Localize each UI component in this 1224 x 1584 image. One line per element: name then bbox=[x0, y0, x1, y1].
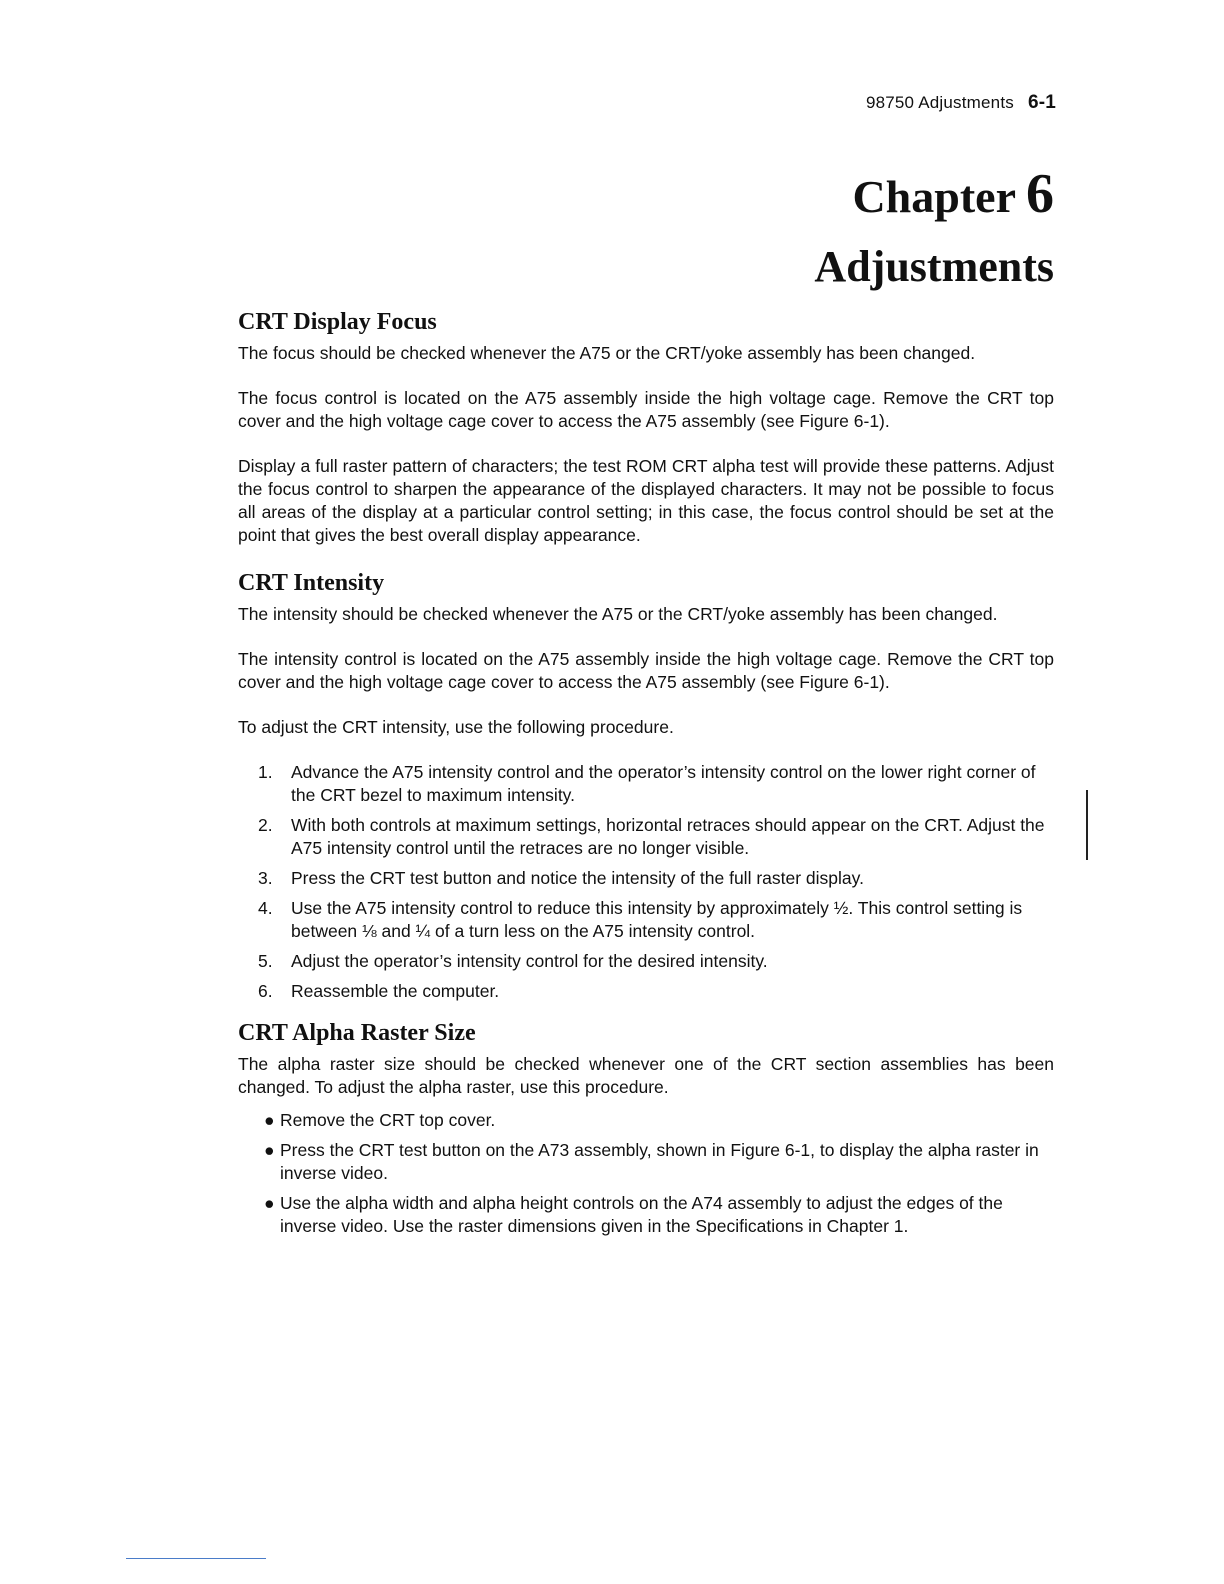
step-text: Adjust the operator’s intensity control for the desired intensity. bbox=[291, 951, 768, 971]
section-crt-intensity bbox=[238, 567, 1054, 1003]
section-heading: CRT Alpha Raster Size bbox=[238, 1020, 476, 1046]
procedure-step bbox=[238, 814, 1054, 860]
step-text: Reassemble the computer. bbox=[291, 981, 500, 1001]
paragraph: Display a full raster pattern of characters; the test ROM CRT alpha test will provide these patterns. Adjust the focus control to sharpen the appearance of the displayed characters. It may not be possible to focus all areas of the display at a particular control setting; in this case, the focus control should be set at the point that gives the best overall display appearance. bbox=[238, 456, 1054, 545]
step-number: 3. bbox=[258, 868, 273, 888]
bullet-text: Use the alpha width and alpha height controls on the A74 assembly to adjust the edges of the inverse video. Use the raster dimensions given in the Specifications in Chapter 1. bbox=[280, 1193, 1003, 1236]
procedure-step bbox=[238, 980, 1054, 1003]
paragraph: The focus control is located on the A75 assembly inside the high voltage cage. Remove the CRT top cover and the high voltage cage cover to access the A75 assembly (see Figure 6-1). bbox=[238, 388, 1054, 431]
chapter-number: 6 bbox=[1026, 163, 1054, 225]
bullet-text: Remove the CRT top cover. bbox=[280, 1110, 496, 1130]
page-number: 6-1 bbox=[1027, 92, 1056, 113]
step-text: Use the A75 intensity control to reduce this intensity by approximately ½. This control setting is between ⅛ and ¼ of a turn less on the A75 intensity control. bbox=[291, 898, 1023, 941]
step-text: Press the CRT test button and notice the intensity of the full raster display. bbox=[291, 868, 864, 888]
section-heading: CRT Intensity bbox=[238, 570, 385, 596]
paragraph: The focus should be checked whenever the A75 or the CRT/yoke assembly has been changed. bbox=[238, 343, 976, 363]
running-title: 98750 Adjustments bbox=[865, 93, 1014, 112]
chapter-title: Adjustments bbox=[814, 242, 1054, 291]
page-body bbox=[238, 306, 1054, 1245]
paragraph: To adjust the CRT intensity, use the following procedure. bbox=[238, 717, 674, 737]
bullet-item bbox=[238, 1139, 1054, 1185]
paragraph: The intensity should be checked whenever the A75 or the CRT/yoke assembly has been changed. bbox=[238, 604, 998, 624]
bullet-item bbox=[238, 1109, 1054, 1132]
footer-rule bbox=[126, 1558, 266, 1559]
paragraph: The intensity control is located on the A75 assembly inside the high voltage cage. Remove the CRT top cover and the high voltage cage cover to access the A75 assembly (see Figure 6-1). bbox=[238, 649, 1054, 692]
page-header bbox=[866, 92, 1056, 114]
procedure-step bbox=[238, 950, 1054, 973]
procedure-step bbox=[238, 867, 1054, 890]
revision-change-bar bbox=[1086, 790, 1088, 860]
bullet-item bbox=[238, 1192, 1054, 1238]
bullet-icon: ● bbox=[264, 1140, 275, 1160]
procedure-steps bbox=[238, 761, 1054, 1003]
bullet-text: Press the CRT test button on the A73 assembly, shown in Figure 6-1, to display the alpha raster in inverse video. bbox=[280, 1140, 1039, 1183]
raster-bullets bbox=[238, 1109, 1054, 1238]
step-number: 5. bbox=[258, 951, 273, 971]
procedure-step bbox=[238, 897, 1054, 943]
step-number: 6. bbox=[258, 981, 273, 1001]
section-crt-display-focus bbox=[238, 306, 1054, 547]
procedure-step bbox=[238, 761, 1054, 807]
step-text: With both controls at maximum settings, horizontal retraces should appear on the CRT. Adjust the A75 intensity control until the retraces are no longer visible. bbox=[291, 815, 1045, 858]
step-number: 1. bbox=[258, 762, 273, 782]
bullet-icon: ● bbox=[264, 1193, 275, 1213]
step-number: 4. bbox=[258, 898, 273, 918]
paragraph: The alpha raster size should be checked whenever one of the CRT section assemblies has been changed. To adjust the alpha raster, use this procedure. bbox=[238, 1054, 1054, 1097]
chapter-label-line bbox=[814, 160, 1054, 231]
step-number: 2. bbox=[258, 815, 273, 835]
chapter-label: Chapter bbox=[852, 171, 1016, 222]
chapter-heading bbox=[814, 160, 1054, 299]
section-crt-alpha-raster-size bbox=[238, 1017, 1054, 1238]
step-text: Advance the A75 intensity control and the operator’s intensity control on the lower right corner of the CRT bezel to maximum intensity. bbox=[291, 762, 1036, 805]
section-heading: CRT Display Focus bbox=[238, 309, 437, 335]
bullet-icon: ● bbox=[264, 1110, 275, 1130]
